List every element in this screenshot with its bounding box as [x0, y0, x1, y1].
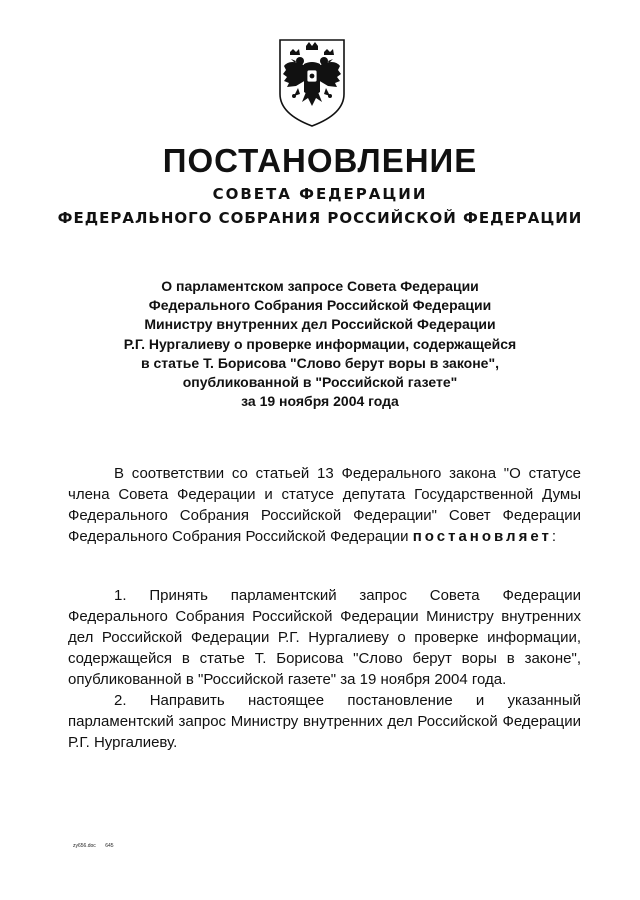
- subject-line: Министру внутренних дел Российской Федерации: [144, 316, 496, 333]
- resolution-item-1: 1. Принять парламентский запрос Совета Федерации Федерального Собрания Российской Федерации Министру внутренних дел Российской Федерации Р.Г. Нургалиеву о проверке информации, содержащейся в статье Т. Борисова "Слово берут воры в законе", опубликованной в "Российской газете" за 19 ноября 2004 года.: [68, 587, 581, 688]
- issuer-line-2: ФЕДЕРАЛЬНОГО СОБРАНИЯ РОССИЙСКОЙ ФЕДЕРАЦИИ: [57, 209, 583, 227]
- subject-line: О парламентском запросе Совета Федерации: [161, 278, 479, 294]
- footer-code: 645: [105, 843, 114, 849]
- preamble: [68, 463, 581, 547]
- document-subject: [64, 277, 576, 411]
- subject-line: в статье Т. Борисова "Слово берут воры в законе",: [141, 354, 499, 371]
- document-footer: [73, 843, 122, 849]
- issuer-line-1: СОВЕТА ФЕДЕРАЦИИ: [212, 185, 428, 203]
- footer-filename: zy656.doc: [73, 843, 96, 849]
- subject-line: опубликованной в "Российской газете": [182, 374, 458, 391]
- subject-line: Федерального Собрания Российской Федерации: [148, 297, 492, 314]
- subject-line: за 19 ноября 2004 года: [241, 393, 399, 410]
- document-title: ПОСТАНОВЛЕНИЕ: [162, 142, 478, 179]
- resolves-keyword: постановляет: [412, 528, 552, 545]
- preamble-text: В соответствии со статьей 13 Федерального закона "О статусе члена Совета Федерации и статусе депутата Государственной Думы Федерального Собрания Российской Федерации" Совет Федерации Федерального Собрания Российской Федерации: [68, 465, 581, 545]
- subject-line: Р.Г. Нургалиеву о проверке информации, содержащейся: [123, 335, 517, 352]
- preamble-colon: :: [551, 528, 556, 545]
- coat-of-arms-emblem: [276, 36, 348, 128]
- resolution-item-2: 2. Направить настоящее постановление и указанный парламентский запрос Министру внутренних дел Российской Федерации Р.Г. Нургалиеву.: [68, 692, 581, 751]
- resolution-items: [68, 585, 581, 753]
